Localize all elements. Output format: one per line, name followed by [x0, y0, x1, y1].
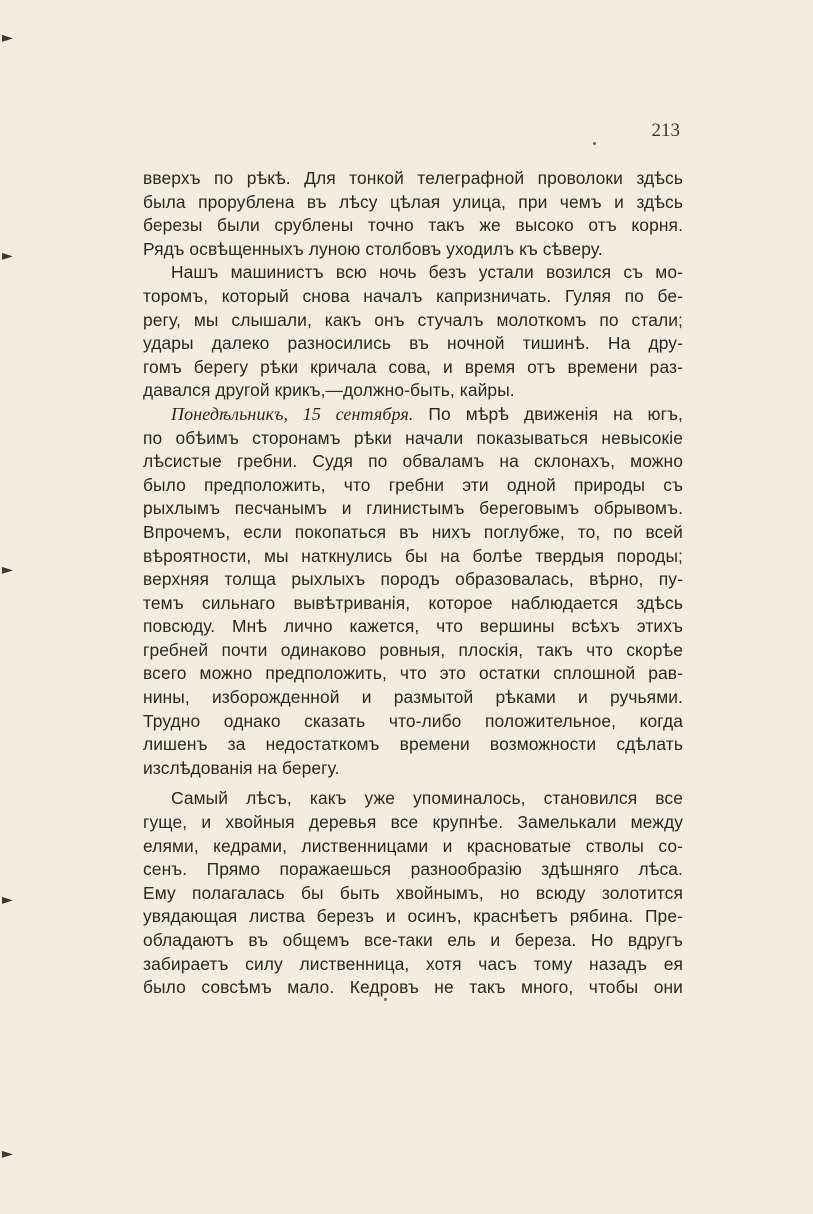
date-heading: Понедѣльникъ, 15 сентября. [171, 403, 414, 424]
text-line: по обѣимъ сторонамъ рѣки начали показываться невысокіе [143, 427, 683, 448]
text-line: елями, кедрами, лиственницами и красноватые стволы со- [143, 835, 683, 856]
text-line: Нашъ машинистъ всю ночь безъ устали возился съ мо- [171, 262, 683, 283]
text-line: изслѣдованія на берегу. [143, 757, 340, 778]
paragraph-gap [143, 780, 683, 787]
text-line: давался другой крикъ,—должно-быть, кайры. [143, 380, 515, 401]
text-line: рыхлымъ песчанымъ и глинистымъ береговымъ обрывомъ. [143, 498, 683, 519]
margin-mark-icon: ► [2, 30, 13, 46]
text-line [143, 403, 683, 427]
body-text [143, 167, 683, 1000]
text-line: Самый лѣсъ, какъ уже упоминалось, становился все [171, 788, 683, 809]
text-line: нины, изборожденной и размытой рѣками и ручьями. [143, 687, 683, 708]
text-fragment: По мѣрѣ движенія на югъ, [413, 403, 683, 424]
text-line: увядающая листва березъ и осинъ, краснѣетъ рябина. Пре- [143, 906, 683, 927]
text-line: верхняя толща рыхлыхъ породъ образовалась, вѣрно, пу- [143, 569, 683, 590]
text-line: гомъ берегу рѣки кричала сова, и время отъ времени раз- [143, 356, 683, 377]
text-line: было предположить, что гребни эти одной природы съ [143, 474, 683, 495]
text-line: удары далеко разносились въ ночной тишинѣ. На дру- [143, 333, 683, 354]
text-line: регу, мы слышали, какъ онъ стучалъ молоткомъ по стали; [143, 309, 683, 330]
text-line: Рядъ освѣщенныхъ луною столбовъ уходилъ къ сѣверу. [143, 238, 603, 259]
text-line: темъ сильнаго вывѣтриванія, которое наблюдается здѣсь [143, 592, 683, 613]
text-line: березы были срублены точно такъ же высоко отъ корня. [143, 215, 683, 236]
paragraph [143, 403, 683, 781]
page-number: 213 [651, 120, 680, 141]
paragraph [143, 787, 683, 999]
text-line: обладаютъ въ общемъ все-таки ель и береза. Но вдругъ [143, 930, 683, 950]
text-line: Трудно однако сказать что-либо положительное, когда [143, 710, 683, 731]
text-line: была прорублена въ лѣсу цѣлая улица, при чемъ и здѣсь [143, 191, 683, 212]
text-line: лѣсистые гребни. Судя по обваламъ на склонахъ, можно [143, 451, 683, 472]
margin-mark-icon: ► [2, 248, 13, 264]
paragraph [143, 167, 683, 261]
margin-mark-icon: ► [2, 892, 13, 908]
text-line: было совсѣмъ мало. Кедровъ не такъ много, чтобы они [143, 977, 683, 998]
text-line: повсюду. Мнѣ лично кажется, что вершины всѣхъ этихъ [143, 616, 683, 637]
text-line: гребней почти одинаково ровныя, плоскія, такъ что скорѣе [143, 639, 683, 660]
speck-mark [593, 142, 596, 145]
paragraph [143, 261, 683, 403]
text-line: вверхъ по рѣкѣ. Для тонкой телеграфной проволоки здѣсь [143, 168, 683, 188]
text-line: Ему полагалась бы быть хвойнымъ, но всюду золотится [143, 882, 683, 903]
text-line: всего можно предположить, что это остатки сплошной рав- [143, 663, 683, 684]
text-line: лишенъ за недостаткомъ времени возможности сдѣлать [143, 734, 683, 755]
text-line: торомъ, который снова началъ капризничать. Гуляя по бе- [143, 285, 683, 306]
text-line: забираетъ силу лиственница, хотя часъ тому назадъ ея [143, 953, 683, 974]
text-line: гуще, и хвойныя деревья все крупнѣе. Замелькали между [143, 812, 683, 833]
margin-mark-icon: ► [2, 562, 13, 578]
text-line: Впрочемъ, если покопаться въ нихъ поглубже, то, по всей [143, 521, 683, 542]
margin-mark-icon: ► [2, 1146, 13, 1162]
text-line: сенъ. Прямо поражаешься разнообразію здѣшняго лѣса. [143, 859, 683, 880]
text-line: вѣроятности, мы наткнулись бы на болѣе твердыя породы; [143, 545, 683, 566]
speck-mark [384, 998, 387, 1001]
